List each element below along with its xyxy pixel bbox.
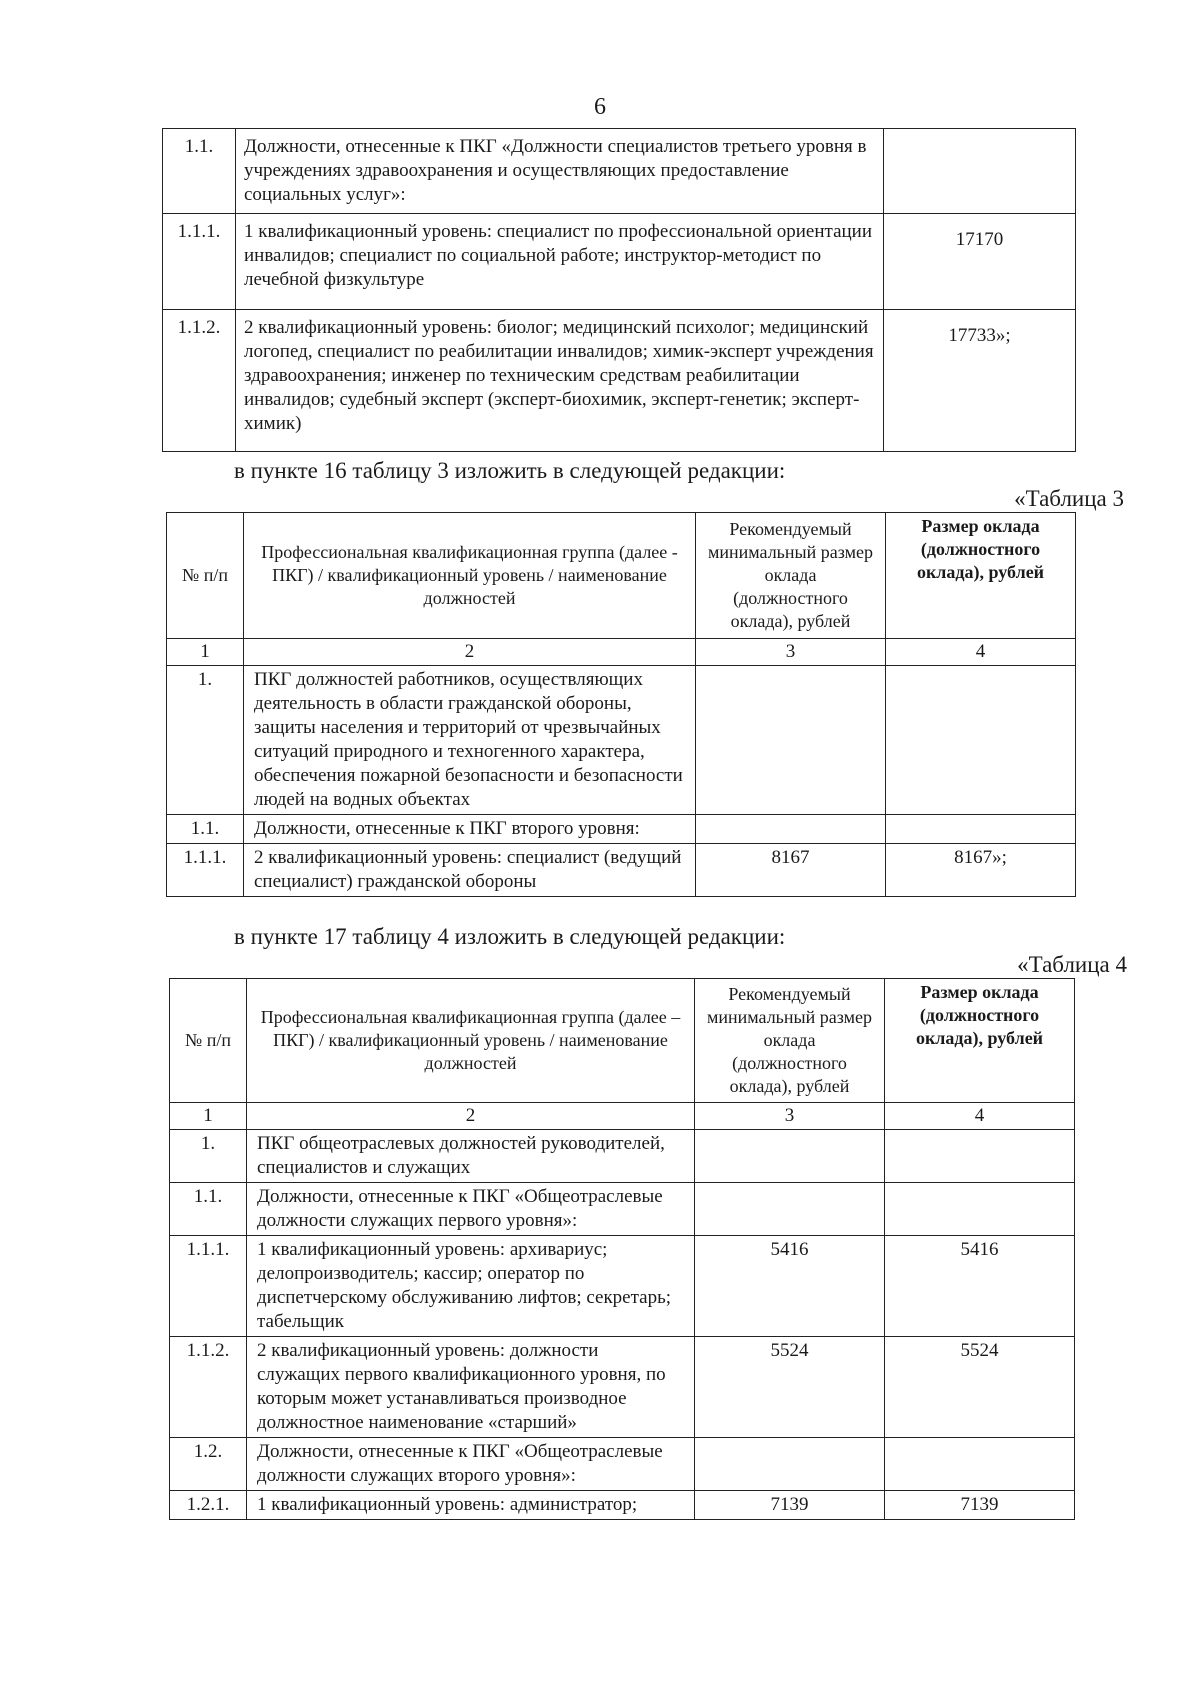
- row-salary: [886, 815, 1076, 844]
- row-salary: [885, 1438, 1075, 1491]
- row-min: [695, 1130, 885, 1183]
- col-number: 4: [886, 639, 1076, 666]
- intro-table4: в пункте 17 таблицу 4 изложить в следующей редакции:: [234, 924, 786, 949]
- table-row: [170, 1337, 1075, 1438]
- row-min: [695, 1183, 885, 1236]
- table-row: [170, 1183, 1075, 1236]
- row-min: [695, 1438, 885, 1491]
- row-salary: 5416: [885, 1236, 1075, 1337]
- row-min: 7139: [695, 1491, 885, 1520]
- table-3: [166, 512, 1076, 897]
- header-min-salary: Рекомендуемый минимальный размер оклада (должностного оклада), рублей: [696, 513, 886, 639]
- row-salary: [885, 1130, 1075, 1183]
- row-text: Должности, отнесенные к ПКГ «Общеотраслевые должности служащих первого уровня»:: [247, 1183, 695, 1236]
- row-number: 1.1.1.: [163, 214, 236, 310]
- row-number: 1.: [170, 1130, 247, 1183]
- intro-table3: в пункте 16 таблицу 3 изложить в следующей редакции:: [234, 458, 786, 483]
- col-number: 2: [244, 639, 696, 666]
- row-text: Должности, отнесенные к ПКГ «Должности специалистов третьего уровня в учреждениях здравоохранения и осуществляющих предоставление социальных услуг»:: [236, 129, 884, 214]
- row-salary: 5524: [885, 1337, 1075, 1438]
- table-row: [163, 310, 1076, 452]
- row-text: 2 квалификационный уровень: биолог; медицинский психолог; медицинский логопед, специалист по реабилитации инвалидов; химик-эксперт учреждения здравоохранения; инженер по техническим средствам реабилитации инвалидов; судебный эксперт (эксперт-биохимик, эксперт-генетик; эксперт-химик): [236, 310, 884, 452]
- col-number: 1: [170, 1103, 247, 1130]
- table-row: [170, 1236, 1075, 1337]
- row-number: 1.1.: [167, 815, 244, 844]
- column-number-row: [167, 639, 1076, 666]
- table-4: [169, 978, 1075, 1520]
- table-header-row: [170, 979, 1075, 1103]
- row-text: Должности, отнесенные к ПКГ второго уровня:: [244, 815, 696, 844]
- row-min: 5524: [695, 1337, 885, 1438]
- table-header-row: [167, 513, 1076, 639]
- row-text: 1 квалификационный уровень: специалист по профессиональной ориентации инвалидов; специалист по социальной работе; инструктор-методист по лечебной физкультуре: [236, 214, 884, 310]
- table-row: [170, 1130, 1075, 1183]
- table-row: [167, 815, 1076, 844]
- row-salary: 8167»;: [886, 844, 1076, 897]
- row-text: ПКГ общеотраслевых должностей руководителей, специалистов и служащих: [247, 1130, 695, 1183]
- col-number: 3: [696, 639, 886, 666]
- row-number: 1.1.2.: [170, 1337, 247, 1438]
- row-salary: 7139: [885, 1491, 1075, 1520]
- row-salary: [885, 1183, 1075, 1236]
- col-number: 3: [695, 1103, 885, 1130]
- row-number: 1.2.1.: [170, 1491, 247, 1520]
- table-row: [170, 1438, 1075, 1491]
- row-text: 2 квалификационный уровень: должности служащих первого квалификационного уровня, по которым может устанавливаться производное должностное наименование «старший»: [247, 1337, 695, 1438]
- row-value: 17733»;: [884, 310, 1076, 452]
- header-salary: Размер оклада (должностного оклада), рублей: [885, 979, 1075, 1103]
- column-number-row: [170, 1103, 1075, 1130]
- row-text: ПКГ должностей работников, осуществляющих деятельность в области гражданской обороны, защиты населения и территорий от чрезвычайных ситуаций природного и техногенного характера, обеспечения пожарной безопасности и безопасности людей на водных объектах: [244, 666, 696, 815]
- table-row: [163, 214, 1076, 310]
- row-min: 8167: [696, 844, 886, 897]
- table-row: [167, 666, 1076, 815]
- caption-table3: «Таблица 3: [1014, 486, 1124, 511]
- caption-table4: «Таблица 4: [1017, 952, 1127, 977]
- row-text: 1 квалификационный уровень: архивариус; делопроизводитель; кассир; оператор по диспетчерскому обслуживанию лифтов; секретарь; табельщик: [247, 1236, 695, 1337]
- row-number: 1.1.1.: [167, 844, 244, 897]
- col-number: 1: [167, 639, 244, 666]
- row-min: [696, 815, 886, 844]
- row-value: [884, 129, 1076, 214]
- row-value: 17170: [884, 214, 1076, 310]
- row-number: 1.1.: [170, 1183, 247, 1236]
- header-min-salary: Рекомендуемый минимальный размер оклада (должностного оклада), рублей: [695, 979, 885, 1103]
- table-row: [170, 1491, 1075, 1520]
- header-group: Профессиональная квалификационная группа (далее - ПКГ) / квалификационный уровень / наименование должностей: [244, 513, 696, 639]
- header-group: Профессиональная квалификационная группа (далее – ПКГ) / квалификационный уровень / наименование должностей: [247, 979, 695, 1103]
- table-row: [163, 129, 1076, 214]
- header-salary: Размер оклада (должностного оклада), рублей: [886, 513, 1076, 639]
- row-number: 1.1.2.: [163, 310, 236, 452]
- row-salary: [886, 666, 1076, 815]
- row-number: 1.2.: [170, 1438, 247, 1491]
- row-number: 1.1.1.: [170, 1236, 247, 1337]
- header-num: № п/п: [167, 513, 244, 639]
- table-row: [167, 844, 1076, 897]
- row-text: Должности, отнесенные к ПКГ «Общеотраслевые должности служащих второго уровня»:: [247, 1438, 695, 1491]
- header-num: № п/п: [170, 979, 247, 1103]
- table-continuation: [162, 128, 1076, 452]
- row-min: 5416: [695, 1236, 885, 1337]
- page-number: 6: [594, 94, 606, 120]
- col-number: 2: [247, 1103, 695, 1130]
- row-text: 1 квалификационный уровень: администратор;: [247, 1491, 695, 1520]
- row-number: 1.1.: [163, 129, 236, 214]
- row-min: [696, 666, 886, 815]
- row-text: 2 квалификационный уровень: специалист (ведущий специалист) гражданской обороны: [244, 844, 696, 897]
- col-number: 4: [885, 1103, 1075, 1130]
- row-number: 1.: [167, 666, 244, 815]
